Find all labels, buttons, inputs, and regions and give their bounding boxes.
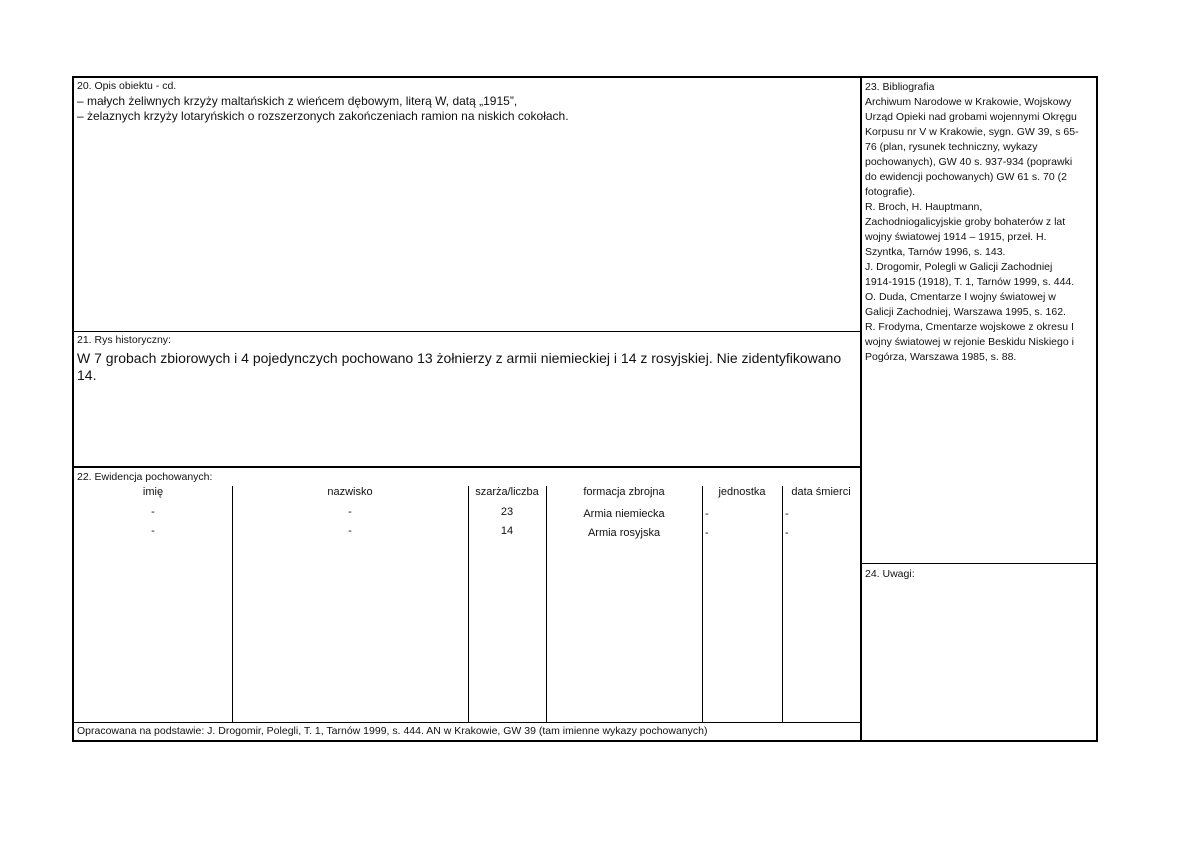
section-20-object-description [74,78,860,332]
bibliography-line: R. Broch, H. Hauptmann, [865,201,983,213]
section-22-burial-register [74,469,860,722]
bibliography-line: wojny światowej 1914 – 1915, przeł. H. [865,231,1047,243]
description-line-2: – żelaznych krzyży lotaryńskich o rozszerzonych zakończeniach ramion na niskich cokołach. [77,109,569,123]
left-column [74,78,862,742]
cell-date-of-death: - [785,527,789,539]
register-table-header [74,486,860,504]
header-date-of-death: data śmierci [791,486,851,498]
compiled-on-basis: Opracowana na podstawie: J. Drogomir, Polegli, T. 1, Tarnów 1999, s. 444. AN w Krakowie, GW 39 (tam imienne wykazy pochowanych) [74,722,860,742]
column-divider [782,486,783,722]
cell-surname: - [348,506,352,518]
cell-rank-count: 14 [500,525,514,537]
cell-surname: - [348,525,352,537]
bibliography-text [862,95,1096,365]
bibliography-line: Galicji Zachodniej, Warszawa 1995, s. 162. [865,306,1066,318]
bibliography-line: Archiwum Narodowe w Krakowie, Wojskowy [865,96,1072,108]
cell-first-name: - [151,525,155,537]
bibliography-line: R. Frodyma, Cmentarze wojskowe z okresu I [865,321,1074,333]
column-divider [702,486,703,722]
header-surname: nazwisko [327,486,373,498]
cell-first-name: - [151,506,155,518]
bibliography-line: Szyntka, Tarnów 1996, s. 143. [865,246,1006,258]
column-divider [232,486,233,722]
bibliography-line: J. Drogomir, Polegli w Galicji Zachodniej [865,261,1053,273]
bibliography-line: Urząd Opieki nad grobami wojennymi Okręgu [865,111,1077,123]
cell-rank-count: 23 [500,506,514,518]
record-card [72,76,1098,742]
column-divider [468,486,469,722]
cell-armed-formation: Armia niemiecka [583,508,665,520]
description-line-1: – małych żeliwnych krzyży maltańskich z wieńcem dębowym, literą W, datą „1915”, [77,94,518,108]
bibliography-line: Zachodniogalicyjskie groby bohaterów z lat [865,216,1066,228]
section-21-label: 21. Rys historyczny: [77,334,171,346]
header-armed-formation: formacja zbrojna [583,486,665,498]
cell-unit: - [705,508,709,520]
section-23-label: 23. Bibliografia [865,81,935,93]
section-24-notes [862,565,1096,740]
header-rank-count: szarża/liczba [475,486,539,498]
bibliography-line: wojny światowej w rejonie Beskidu Niskiego i [865,336,1074,348]
section-20-label: 20. Opis obiektu - cd. [77,80,177,92]
historical-text: W 7 grobach zbiorowych i 4 pojedynczych pochowano 13 żołnierzy z armii niemieckiej i 14 z rosyjskiej. Nie zidentyfikowano 14. [77,350,842,383]
bibliography-line: 76 (plan, rysunek techniczny, wykazy [865,141,1038,153]
bibliography-line: Pogórza, Warszawa 1985, s. 88. [865,351,1017,363]
cell-date-of-death: - [785,508,789,520]
bibliography-line: pochowanych), GW 40 s. 937-934 (poprawki [865,156,1073,168]
bibliography-line: O. Duda, Cmentarze I wojny światowej w [865,291,1056,303]
section-24-label: 24. Uwagi: [865,568,915,580]
column-divider [546,486,547,722]
section-22-label: 22. Ewidencja pochowanych: [77,471,213,483]
section-23-bibliography [862,78,1096,564]
cell-unit: - [705,527,709,539]
bibliography-line: do ewidencji pochowanych) GW 61 s. 70 (2 [865,171,1067,183]
header-unit: jednostka [718,486,766,498]
bibliography-line: Korpusu nr V w Krakowie, sygn. GW 39, s 65- [865,126,1079,138]
cell-armed-formation: Armia rosyjska [587,527,661,539]
header-first-name: imię [142,486,164,498]
bibliography-line: fotografie). [865,186,916,198]
section-21-historical-outline [74,332,860,468]
bibliography-line: 1914-1915 (1918), T. 1, Tarnów 1999, s. 444. [865,276,1075,288]
right-column [862,78,1096,740]
